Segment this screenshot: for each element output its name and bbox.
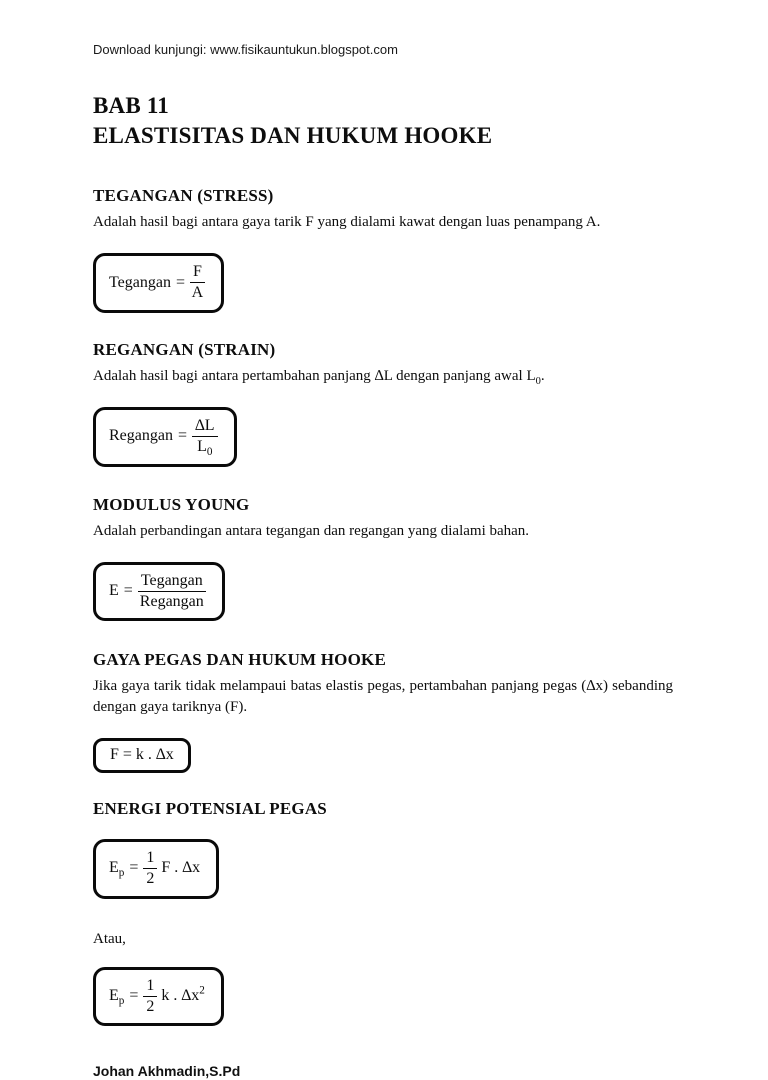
section-energi-potensial bbox=[93, 798, 673, 899]
regangan-body-text: Adalah hasil bagi antara pertambahan panjang ∆L dengan panjang awal L bbox=[93, 367, 536, 384]
fraction bbox=[192, 417, 218, 457]
regangan-body bbox=[93, 366, 673, 387]
tegangan-body: Adalah hasil bagi antara gaya tarik F yang dialami kawat dengan luas penampang A. bbox=[93, 214, 601, 230]
fraction-numerator: 1 bbox=[143, 849, 157, 869]
gaya-pegas-body: Jika gaya tarik tidak melampaui batas elastis pegas, pertambahan panjang pegas (∆x) sebanding dengan gaya tariknya (F). bbox=[93, 678, 673, 716]
regangan-body-period: . bbox=[540, 367, 545, 384]
section-modulus-young bbox=[93, 494, 673, 622]
modulus-formula-box bbox=[93, 562, 225, 622]
chapter-title bbox=[93, 91, 673, 151]
atau-label: Atau, bbox=[93, 930, 126, 947]
fraction-denominator: 2 bbox=[146, 997, 155, 1015]
fraction bbox=[190, 263, 205, 303]
equals-sign: = bbox=[129, 859, 139, 877]
hooke-formula-box bbox=[93, 738, 191, 772]
formula-lhs bbox=[109, 987, 125, 1008]
section-gaya-pegas bbox=[93, 649, 673, 772]
rhs-base: k . ∆x bbox=[161, 987, 200, 1005]
section-tegangan bbox=[93, 185, 673, 313]
fraction-numerator: Tegangan bbox=[138, 572, 206, 592]
formula-label: Regangan bbox=[109, 427, 173, 445]
tegangan-formula bbox=[109, 263, 205, 303]
modulus-formula bbox=[109, 572, 206, 612]
fraction-numerator: ∆L bbox=[192, 417, 218, 437]
section-regangan bbox=[93, 339, 673, 467]
equals-sign: = bbox=[177, 427, 188, 445]
regangan-formula bbox=[109, 417, 218, 457]
energi-formula-box-1 bbox=[93, 839, 219, 899]
equals-sign: = bbox=[175, 273, 185, 291]
chapter-name: ELASTISITAS DAN HUKUM HOOKE bbox=[93, 123, 493, 148]
formula-rhs bbox=[161, 984, 205, 1005]
lhs-subscript: p bbox=[118, 995, 125, 1008]
modulus-body: Adalah perbandingan antara tegangan dan regangan yang dialami bahan. bbox=[93, 522, 530, 539]
fraction-denominator: 2 bbox=[146, 870, 155, 888]
formula-rhs: F . ∆x bbox=[161, 859, 201, 877]
fraction-numerator: 1 bbox=[143, 977, 157, 997]
regangan-body-subscript: 0 bbox=[535, 375, 541, 387]
formula-label: Tegangan bbox=[109, 273, 171, 291]
lhs-subscript: p bbox=[118, 867, 125, 880]
hooke-formula: F = k . ∆x bbox=[110, 746, 174, 764]
equals-sign: = bbox=[123, 582, 133, 600]
formula-lhs bbox=[109, 859, 125, 880]
fraction bbox=[143, 977, 157, 1017]
fraction-denominator: A bbox=[191, 284, 204, 302]
lhs-base: E bbox=[109, 987, 119, 1005]
footer-author: Johan Akhmadin,S.Pd bbox=[93, 1063, 241, 1080]
fraction-denominator: Regangan bbox=[139, 592, 204, 610]
regangan-heading: REGANGAN (STRAIN) bbox=[93, 339, 276, 359]
energi-heading: ENERGI POTENSIAL PEGAS bbox=[93, 798, 327, 818]
fraction bbox=[143, 849, 157, 889]
regangan-formula-box bbox=[93, 407, 237, 467]
tegangan-heading: TEGANGAN (STRESS) bbox=[93, 186, 274, 205]
fraction bbox=[138, 572, 206, 612]
energi-formula-2 bbox=[109, 977, 205, 1017]
download-note: Download kunjungi: www.fisikauntukun.blogspot.com bbox=[93, 42, 398, 57]
tegangan-formula-box bbox=[93, 253, 224, 313]
denominator-subscript: 0 bbox=[206, 446, 213, 459]
modulus-heading: MODULUS YOUNG bbox=[93, 494, 250, 514]
formula-label: E bbox=[109, 582, 119, 600]
fraction-numerator: F bbox=[190, 263, 205, 283]
lhs-base: E bbox=[109, 859, 119, 877]
equals-sign: = bbox=[129, 987, 139, 1005]
fraction-denominator bbox=[197, 437, 213, 459]
energi-formula-box-2 bbox=[93, 967, 224, 1027]
gaya-pegas-heading: GAYA PEGAS DAN HUKUM HOOKE bbox=[93, 650, 386, 670]
energi-formula-1 bbox=[109, 849, 200, 889]
chapter-number: BAB 11 bbox=[93, 93, 169, 118]
rhs-superscript: 2 bbox=[199, 984, 205, 997]
denominator-base: L bbox=[197, 438, 207, 456]
